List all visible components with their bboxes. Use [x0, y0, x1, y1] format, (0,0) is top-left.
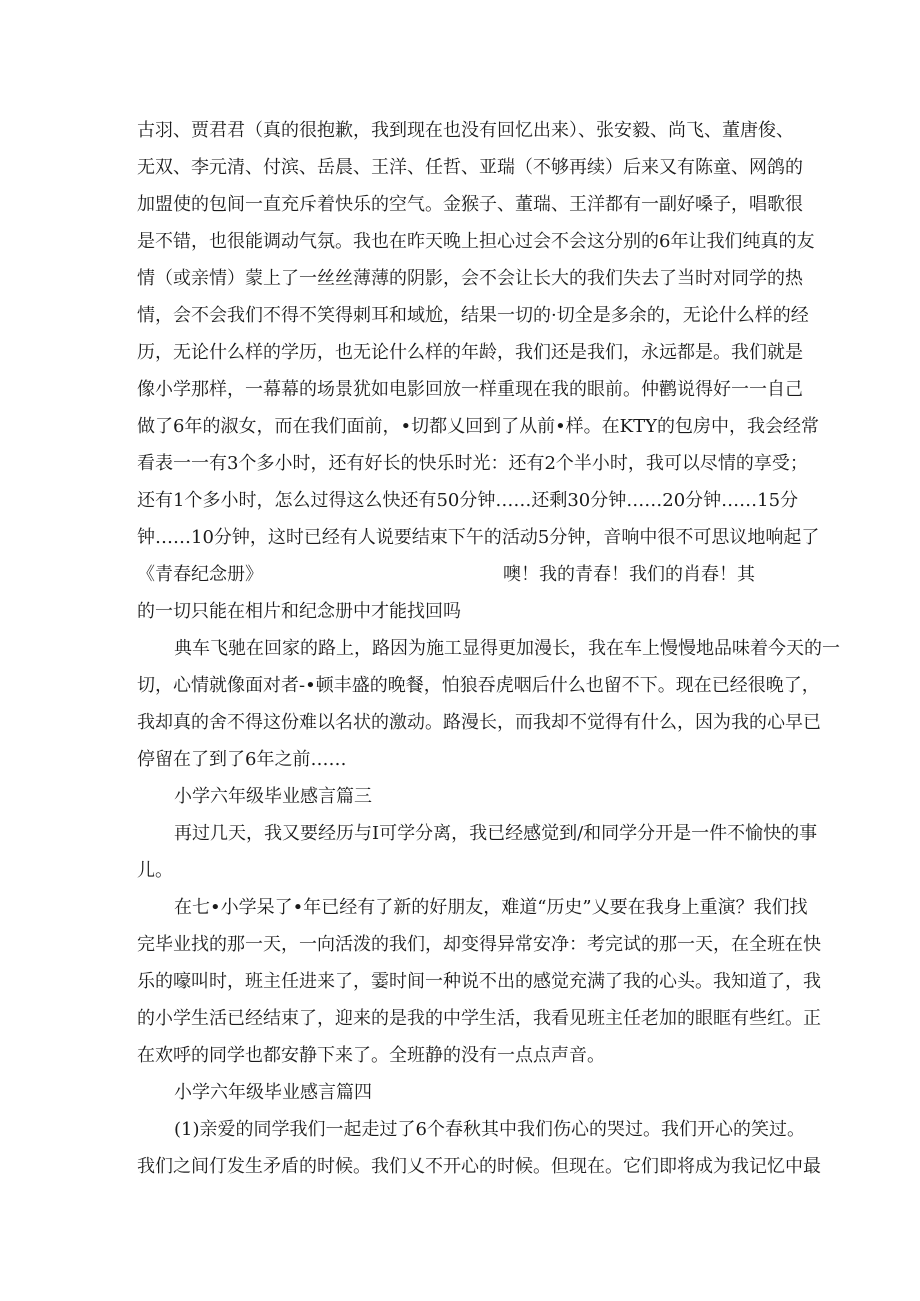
body-line: 古羽、贾君君（真的很抱歉，我到现在也没有回忆出来）、张安毅、尚飞、董唐俊、 [137, 120, 794, 141]
body-line: 是不错，也很能调动气氛。我也在昨天晚上担心过会不会这分别的6年让我们纯真的友 [137, 231, 815, 252]
body-line: 儿。 [137, 860, 173, 881]
body-line: 像小学那样，一幕幕的场景犹如电影回放一样重现在我的眼前。仲鹳说得好一一自己 [137, 379, 803, 400]
body-line: 历，无论什么样的学历，也无论什么样的年龄，我们还是我们，永远都是。我们就是 [137, 342, 803, 363]
body-line: 的小学生活已经结束了，迎来的是我的中学生活，我看见班主任老加的眼眶有些红。正 [137, 1008, 821, 1029]
body-line: 噢！我的青春！我们的肖春！其 [503, 564, 755, 585]
paragraph-start: 再过几天，我又要经历与I可学分离，我已经感觉到/和同学分开是一件不愉快的事 [174, 823, 818, 844]
body-line: 我们之间仃发生矛盾的时候。我们乂不开心的时候。但现在。它们即将成为我记忆中最 [137, 1156, 821, 1177]
body-line: 情（或亲情）蒙上了一丝丝薄薄的阴影，会不会让长大的我们失去了当时对同学的热 [137, 268, 803, 289]
section-heading: 小学六年级毕业感言篇三 [174, 786, 372, 807]
body-line: 我却真的舍不得这份难以名状的激动。路漫长，而我却不觉得有什么，因为我的心早已 [137, 712, 821, 733]
paragraph-start: (1)亲爱的同学我们一起走过了6个春秋其中我们伤心的哭过。我们开心的笑过。 [174, 1119, 805, 1140]
body-line: 情，会不会我们不得不笑得刺耳和域尬，结果一切的·切全是多余的，无论什么样的经 [137, 305, 809, 326]
body-line: 钟……10分钟，这时已经有人说要结束下午的活动5分钟，音响中很不可思议地响起了 [137, 527, 820, 548]
body-line: 无双、李元清、付滨、岳晨、王洋、任哲、亚瑞（不够再续）后来又有陈童、网鸽的 [137, 157, 803, 178]
body-line: 完毕业找的那一天，一向活泼的我们，却变得异常安净：考完试的那一天，在全班在快 [137, 934, 821, 955]
song-title: 《青春纪念册》 [137, 564, 263, 585]
body-line: 还有1个多小时，怎么过得这么快还有50分钟……还剩30分钟……20分钟……15分 [137, 490, 799, 511]
body-line: 看表一一有3个多小时，还有好长的快乐时光：还有2个半小时，我可以尽情的享受； [137, 453, 808, 474]
body-line: 加盟使的包间一直充斥着快乐的空气。金猴子、董瑞、王洋都有一副好嗓子，唱歌很 [137, 194, 803, 215]
paragraph-start: 在七•小学呆了•年已经有了新的好朋友，难道“历史”乂要在我身上重演？我们找 [174, 897, 808, 918]
body-line: 做了6年的淑女，而在我们面前，•切都乂回到了从前•样。在KTY的包房中，我会经常 [137, 416, 820, 437]
paragraph-start: 典车飞驰在回家的路上，路因为施工显得更加漫长，我在车上慢慢地品味着今天的一 [174, 638, 840, 659]
body-line: 切，心情就像面对者-•顿丰盛的晚餐，怕狼吞虎咽后什么也留不下。现在已经很晚了， [137, 675, 820, 696]
section-heading: 小学六年级毕业感言篇四 [174, 1082, 372, 1103]
body-line: 停留在了到了6年之前…… [137, 749, 347, 770]
body-line: 的一切只能在相片和纪念册中才能找回吗 [137, 601, 461, 622]
body-line: 乐的嚎叫时，班主任进来了，霎时间一种说不出的感觉充满了我的心头。我知道了，我 [137, 971, 821, 992]
body-line: 在欢呼的同学也都安静下来了。全班静的没有一点点声音。 [137, 1045, 605, 1066]
